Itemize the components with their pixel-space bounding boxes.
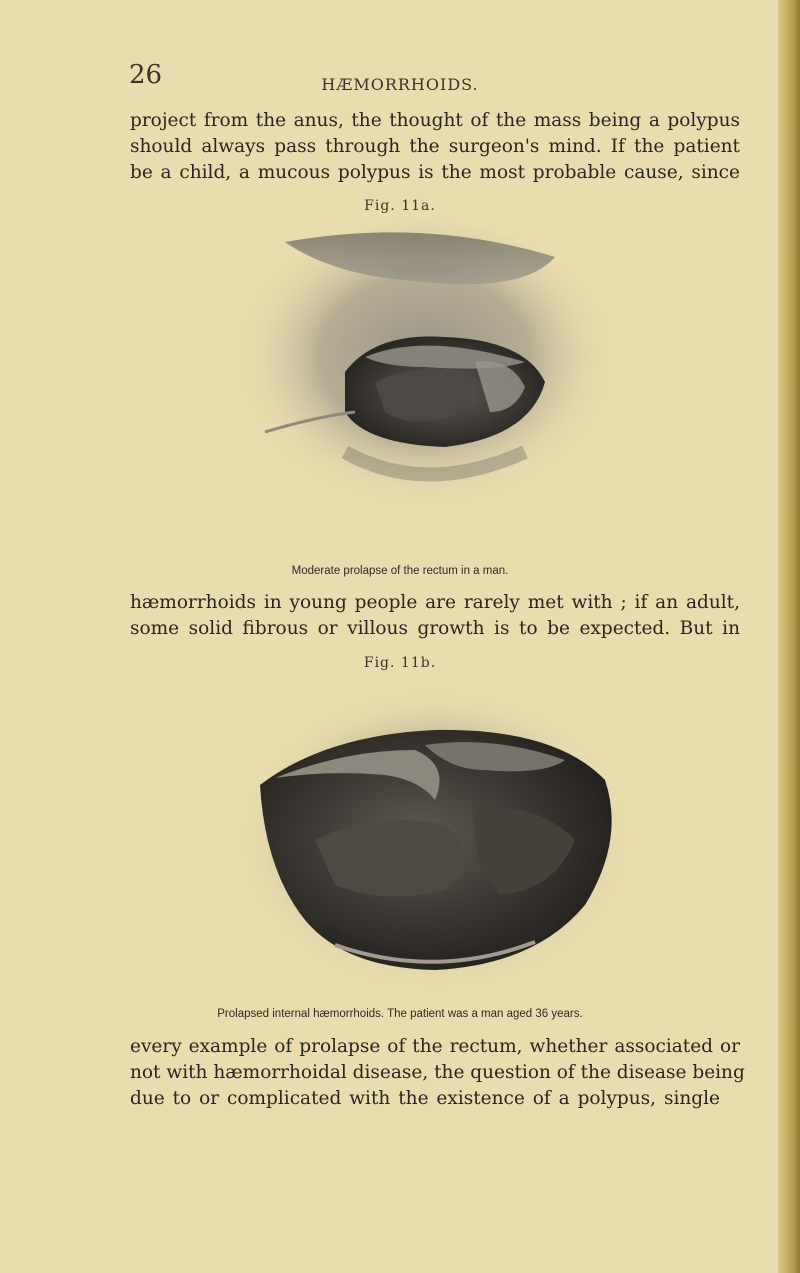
body-text-line: not with hæmorrhoidal disease, the question of the disease being xyxy=(130,1062,745,1083)
body-text-line: hæmorrhoids in young people are rarely met with ; if an adult, xyxy=(130,592,740,613)
figure-label: Fig. 11a. xyxy=(364,198,436,214)
body-text-line: every example of prolapse of the rectum, whether associated or xyxy=(130,1036,740,1057)
page-edge xyxy=(778,0,800,1273)
body-text-line: due to or complicated with the existence of a polypus, single xyxy=(130,1088,720,1109)
body-text-line: be a child, a mucous polypus is the most probable cause, since xyxy=(130,162,740,183)
figure-label: Fig. 11b. xyxy=(363,655,437,671)
body-text-line: project from the anus, the thought of the mass being a polypus xyxy=(130,110,740,131)
page-number: 26 xyxy=(129,60,163,90)
body-text-line: some solid fibrous or villous growth is to be expected. But in xyxy=(130,618,740,639)
figure-11a-illustration xyxy=(225,222,625,552)
figure-caption: Prolapsed internal hæmorrhoids. The patient was a man aged 36 years. xyxy=(217,1008,583,1020)
figure-11b-illustration xyxy=(235,690,635,995)
body-text-line: should always pass through the surgeon's mind. If the patient xyxy=(130,136,740,157)
running-head: HÆMORRHOIDS. xyxy=(321,75,479,94)
figure-caption: Moderate prolapse of the rectum in a man. xyxy=(291,565,509,577)
